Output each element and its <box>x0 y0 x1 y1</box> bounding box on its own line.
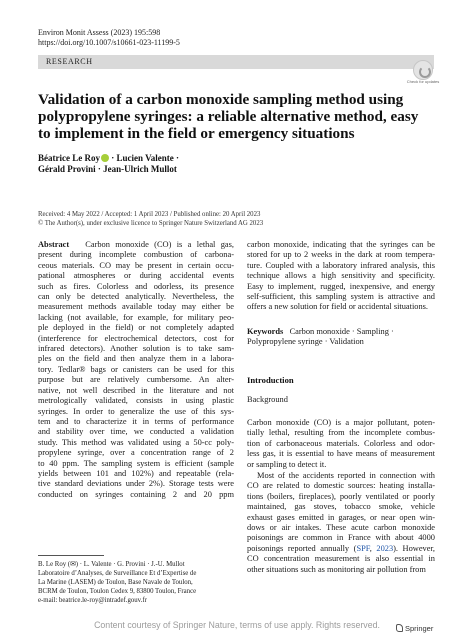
article-title <box>38 91 428 142</box>
journal-header <box>38 28 180 48</box>
keywords-line: Polypropylene syringe · Validation <box>247 337 364 347</box>
check-updates-icon <box>413 60 433 80</box>
courtesy-text: Content courtesy of Springer Nature, terms of use apply. Rights reserved. <box>94 620 380 630</box>
copyright-line: © The Author(s), under exclusive licence to Springer Nature Switzerland AG 2023 <box>38 220 264 227</box>
publication-dates <box>38 210 263 228</box>
keywords-block <box>247 327 435 348</box>
abstract-line: yields between 101 and 102%) and repeatable (rela- <box>38 468 234 478</box>
abstract-line: lacking (not available, for example, for military peo- <box>38 312 234 322</box>
body-line: less gas, it is essential to have means of measurement <box>247 449 435 459</box>
check-for-updates-badge[interactable] <box>406 60 440 86</box>
abstract-line: carbon monoxide, indicating that the syringes can be <box>247 240 435 249</box>
abstract-line: and stability over time, we conducted a validation <box>38 427 234 437</box>
introduction-heading: Introduction <box>247 375 294 385</box>
body-line: Carbon monoxide (CO) is a major pollutant, poten- <box>247 418 435 427</box>
author-line <box>38 153 179 164</box>
abstract-line: pational atmospheres or during accidental events <box>38 271 234 281</box>
keywords-label: Keywords <box>247 327 284 336</box>
abstract-line: propylene syringe, over a concentration range of 2 <box>38 448 234 458</box>
abstract-line: can only be detected analytically. Nevertheless, the <box>38 292 234 302</box>
abstract-line: to 40 ppm. The sampling system is efficient (sample <box>38 458 234 468</box>
publisher-name: Springer <box>405 624 434 633</box>
title-line: to implement in the field or emergency situations <box>38 125 355 142</box>
title-line: Validation of a carbon monoxide sampling method using <box>38 91 404 108</box>
body-line: or sampling to detect it. <box>247 459 327 469</box>
abstract-line: syringes. In order to generalize the use of this sys- <box>38 406 234 416</box>
footnote-divider <box>38 555 104 556</box>
body-line: Most of the accidents reported in connection with <box>257 471 435 480</box>
abstract-line: (interference for electrochemical detectors, cost for <box>38 333 234 343</box>
abstract-line: present during incomplete combustion of carbona- <box>38 250 234 260</box>
abstract-line: purpose but are relatively cumbersome. An alter- <box>38 375 234 385</box>
body-line <box>247 544 435 554</box>
abstract-label: Abstract <box>38 240 70 249</box>
abstract-line: ture. Coupled with a laboratory infrared analysis, this <box>247 260 435 270</box>
body-text: , <box>369 543 377 553</box>
article-type-label: RESEARCH <box>46 57 93 66</box>
abstract-line: offers a new solution for field or accidental situations. <box>247 302 429 312</box>
abstract-line: technique allows a high sensitivity and specificity. <box>247 271 435 281</box>
body-line: tions (boilers, fireplaces), poorly ventilated or poorly <box>247 491 435 501</box>
abstract-line: infrared detectors). Another solution is to take sam- <box>38 344 234 354</box>
body-line: poisonings are common in France with about 4000 <box>247 533 435 543</box>
body-line: tion of carbonaceous materials. Colorless and odor- <box>247 438 435 448</box>
body-line: dows or air intakes. These acute carbon monoxide <box>247 523 435 533</box>
abstract-line: stored for up to 2 weeks in the dark at room tempera- <box>247 250 435 260</box>
footnote-email[interactable]: e-mail: beatrice.le-roy@intradef.gouv.fr <box>38 597 147 604</box>
abstract-line: Easy to implement, rugged, inexpensive, and energy <box>247 281 435 291</box>
body-line: CO concentration measurement is also essential in <box>247 554 435 564</box>
courtesy-watermark <box>0 620 474 630</box>
check-updates-label: Check for updates <box>406 79 440 84</box>
abstract-continued-column <box>247 240 435 313</box>
body-line: CO are related to domestic sources: heating installa- <box>247 481 435 491</box>
body-text: ). However, <box>393 543 436 553</box>
author-list <box>38 153 179 175</box>
author-name[interactable]: Béatrice Le Roy <box>38 153 100 163</box>
body-line: tially lethal, resulting from the incomplete combus- <box>247 428 435 438</box>
abstract-line: native, not well described in the literature and not <box>38 385 234 395</box>
footnote-line: La Marine (LASEM) de Toulon, Base Navale de Toulon, <box>38 579 193 586</box>
abstract-line: Abstract Carbon monoxide (CO) is a lethal gas, <box>38 240 234 249</box>
abstract-line: such as fires. Colorless and odorless, its presence <box>38 281 234 291</box>
abstract-line: metrologically validated, consists in using plastic <box>38 396 234 406</box>
author-affiliation-footnote <box>38 560 196 605</box>
abstract-line: tive standard deviations under 2%). Storage tests were <box>38 479 234 489</box>
body-line: exhaust gases emitted in garages, or near open win- <box>247 512 435 522</box>
citation-link-spf[interactable]: SPF <box>356 543 370 553</box>
abstract-line: ceous materials. CO may be present in certain occu- <box>38 260 234 270</box>
abstract-line: study. This method was validated using a 50-cc poly- <box>38 437 234 447</box>
footnote-line: BCRM de Toulon, Toulon Cedex 9, 83800 Toulon, France <box>38 588 197 595</box>
abstract-column <box>38 240 234 500</box>
author-line: Gérald Provini · Jean-Ulrich Mullot <box>38 164 177 174</box>
keywords-line <box>247 327 435 337</box>
keywords-values: Carbon monoxide · Sampling · <box>289 327 394 336</box>
orcid-icon[interactable] <box>101 154 109 162</box>
dates-line: Received: 4 May 2022 / Accepted: 1 April 2023 / Published online: 20 April 2023 <box>38 211 261 218</box>
abstract-line: conducted on syringes containing 2 and 20 ppm <box>38 489 234 499</box>
author-rest: · Lucien Valente · <box>108 153 179 163</box>
body-text: poisonings reported annually ( <box>247 543 357 553</box>
doi-link[interactable]: https://doi.org/10.1007/s10661-023-11199-5 <box>38 38 180 47</box>
abstract-line: tem and to characterize it in terms of performance <box>38 416 234 426</box>
body-line: maintained, gas stoves, tobacco smoke, vehicle <box>247 502 435 512</box>
footnote-line: B. Le Roy (✉) · L. Valente · G. Provini · J.-U. Mullot <box>38 561 185 568</box>
body-line: other situations such as monitoring air pollution from <box>247 564 426 574</box>
article-type-band <box>38 55 434 69</box>
abstract-line: ples on the field and then analyze them in a labora- <box>38 354 234 364</box>
citation-link-year[interactable]: 2023 <box>376 543 394 553</box>
introduction-para-2 <box>247 471 435 575</box>
abstract-line: measurement methods available today may either be <box>38 302 234 312</box>
journal-citation: Environ Monit Assess (2023) 195:598 <box>38 28 161 37</box>
abstract-line: tory. Tedlar® bags or canisters can be used for this <box>38 364 234 374</box>
abstract-line: self-sufficient, this sampling system is attractive and <box>247 292 435 302</box>
abstract-line: ple deployed in the field) or not completely adapted <box>38 323 234 333</box>
title-line: polypropylene syringes: a reliable alternative method, easy <box>38 108 419 125</box>
footnote-line: Laboratoire d’Analyses, de Surveillance Et d’Expertise de <box>38 570 197 577</box>
background-subheading: Background <box>247 395 288 404</box>
introduction-para-1 <box>247 418 435 470</box>
